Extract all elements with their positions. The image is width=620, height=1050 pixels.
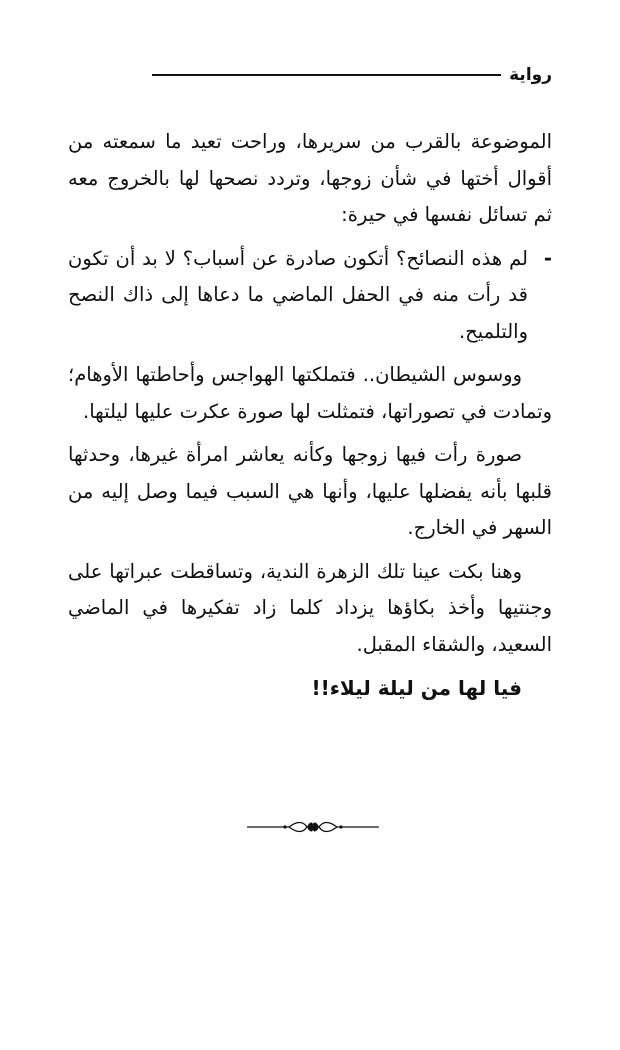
dialogue-paragraph bbox=[68, 241, 552, 351]
paragraph-3: ووسوس الشيطان.. فتملكتها الهواجس وأحاطتها الأوهام؛ وتمادت في تصوراتها، فتمثلت لها صورة عكرت عليها ليلتها. bbox=[68, 363, 552, 423]
paragraph-4: صورة رأت فيها زوجها وكأنه يعاشر امرأة غيرها، وحدثها قلبها بأنه يفضلها عليها، وأنها هي السبب فيما وصل إليه من السهر في الخارج. bbox=[68, 443, 552, 539]
dialogue-dash: - bbox=[543, 246, 552, 270]
paragraph-5: وهنا بكت عينا تلك الزهرة الندية، وتساقطت عبراتها على وجنتيها وأخذ بكاؤها يزداد كلما زاد تفكيرها في الماضي السعيد، والشقاء المقبل. bbox=[68, 559, 552, 656]
body-text bbox=[68, 124, 552, 707]
section-divider-ornament-icon bbox=[245, 814, 381, 840]
running-header bbox=[152, 62, 552, 88]
paragraph-1: الموضوعة بالقرب من سريرها، وراحت تعيد ما سمعته من أقوال أختها في شأن زوجها، وتردد نصحها لها بالخروج معه ثم تسائل نفسها في حيرة: bbox=[68, 130, 552, 226]
header-title: رواية bbox=[509, 65, 552, 85]
closing-exclamation: فيا لها من ليلة ليلاء!! bbox=[311, 676, 522, 700]
dialogue-text: لم هذه النصائح؟ أتكون صادرة عن أسباب؟ لا بد أن تكون قد رأت منه في الحفل الماضي ما دعاها إلى ذاك النصح والتلميح. bbox=[68, 246, 528, 343]
header-rule bbox=[152, 74, 501, 76]
